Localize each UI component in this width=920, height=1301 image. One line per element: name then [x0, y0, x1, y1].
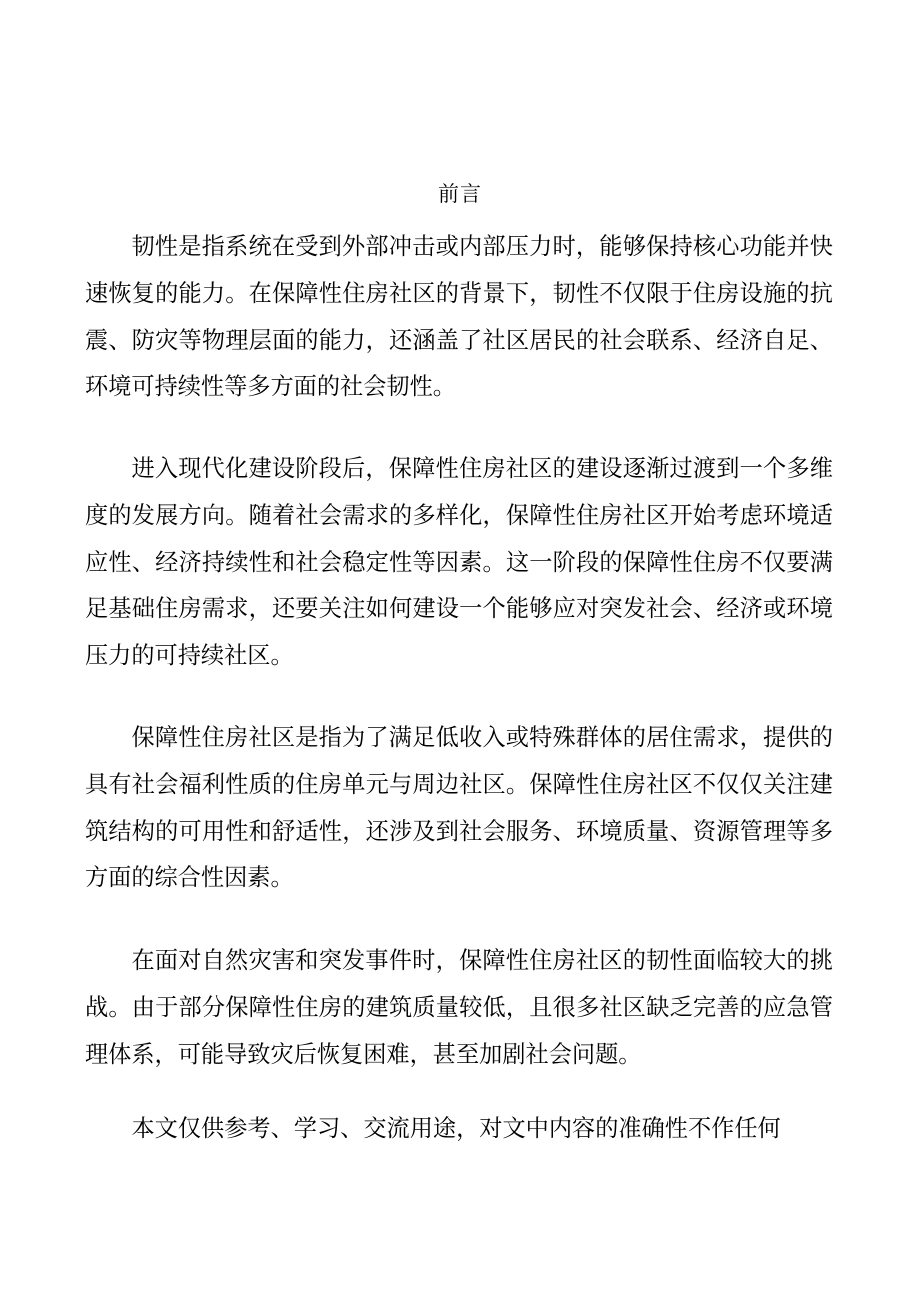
paragraph-disclaimer: 本文仅供参考、学习、交流用途，对文中内容的准确性不作任何: [131, 1115, 781, 1142]
paragraph-disaster-challenges: 在面对自然灾害和突发事件时，保障性住房社区的韧性面临较大的挑战。由于部分保障性住房的建筑质量较低，且很多社区缺乏完善的应急管理体系，可能导致灾后恢复困难，甚至加剧社会问题。: [85, 947, 833, 1068]
paragraph-modernization-stage: 进入现代化建设阶段后，保障性住房社区的建设逐渐过渡到一个多维度的发展方向。随着社会需求的多样化，保障性住房社区开始考虑环境适应性、经济持续性和社会稳定性等因素。这一阶段的保障性住房不仅要满足基础住房需求，还要关注如何建设一个能够应对突发社会、经济或环境压力的可持续社区。: [85, 455, 833, 670]
page-title: 前言: [438, 182, 482, 206]
paragraph-housing-definition: 保障性住房社区是指为了满足低收入或特殊群体的居住需求，提供的具有社会福利性质的住房单元与周边社区。保障性住房社区不仅仅关注建筑结构的可用性和舒适性，还涉及到社会服务、环境质量、资源管理等多方面的综合性因素。: [85, 724, 833, 892]
paragraph-resilience-definition: 韧性是指系统在受到外部冲击或内部压力时，能够保持核心功能并快速恢复的能力。在保障性住房社区的背景下，韧性不仅限于住房设施的抗震、防灾等物理层面的能力，还涵盖了社区居民的社会联系、经济自足、环境可持续性等多方面的社会韧性。: [85, 233, 833, 401]
